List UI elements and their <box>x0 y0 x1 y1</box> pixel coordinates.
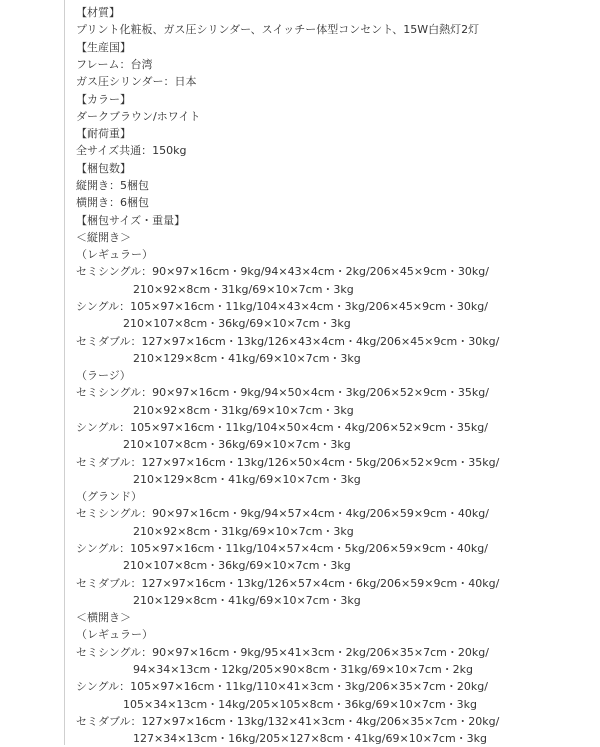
horizontal-regular-single: シングル：105×97×16cm・11kg/110×41×3cm・3kg/206×35×7cm・20kg/ <box>76 680 488 693</box>
vertical-grand-semi-double-cont: 210×129×8cm・41kg/69×10×7cm・3kg <box>133 594 361 607</box>
vertical-large-single: シングル：105×97×16cm・11kg/104×50×4cm・4kg/206×52×9cm・35kg/ <box>76 421 488 434</box>
packages-heading: 【梱包数】 <box>76 162 131 175</box>
vertical-large-semi-single-cont: 210×92×8cm・31kg/69×10×7cm・3kg <box>133 404 354 417</box>
vertical-grand-single-cont: 210×107×8cm・36kg/69×10×7cm・3kg <box>123 559 351 572</box>
horizontal-regular-single-cont: 105×34×13cm・14kg/205×105×8cm・36kg/69×10×7cm・3kg <box>123 698 478 711</box>
spec-sheet <box>64 0 600 745</box>
vertical-regular-single: シングル：105×97×16cm・11kg/104×43×4cm・3kg/206×45×9cm・30kg/ <box>76 300 488 313</box>
vertical-heading: ＜縦開き＞ <box>76 231 131 244</box>
pack-size-heading: 【梱包サイズ・重量】 <box>76 214 186 227</box>
vertical-grand-semi-double: セミダブル：127×97×16cm・13kg/126×57×4cm・6kg/206×59×9cm・40kg/ <box>76 577 500 590</box>
origin-frame: フレーム：台湾 <box>76 58 153 71</box>
vertical-grand-heading: （グランド） <box>76 490 142 503</box>
vertical-large-semi-double-cont: 210×129×8cm・41kg/69×10×7cm・3kg <box>133 473 361 486</box>
packages-vertical: 縦開き：5梱包 <box>76 179 149 192</box>
vertical-grand-semi-single-cont: 210×92×8cm・31kg/69×10×7cm・3kg <box>133 525 354 538</box>
origin-heading: 【生産国】 <box>76 41 131 54</box>
vertical-grand-single: シングル：105×97×16cm・11kg/104×57×4cm・5kg/206×59×9cm・40kg/ <box>76 542 488 555</box>
origin-cylinder: ガス圧シリンダー：日本 <box>76 75 197 88</box>
vertical-regular-semi-double-cont: 210×129×8cm・41kg/69×10×7cm・3kg <box>133 352 361 365</box>
vertical-grand-semi-single: セミシングル：90×97×16cm・9kg/94×57×4cm・4kg/206×59×9cm・40kg/ <box>76 507 489 520</box>
vertical-large-semi-single: セミシングル：90×97×16cm・9kg/94×50×4cm・3kg/206×52×9cm・35kg/ <box>76 386 489 399</box>
color-text: ダークブラウン/ホワイト <box>76 110 201 123</box>
vertical-regular-semi-single-cont: 210×92×8cm・31kg/69×10×7cm・3kg <box>133 283 354 296</box>
vertical-regular-single-cont: 210×107×8cm・36kg/69×10×7cm・3kg <box>123 317 351 330</box>
vertical-large-heading: （ラージ） <box>76 369 131 382</box>
vertical-regular-heading: （レギュラー） <box>76 248 153 261</box>
load-heading: 【耐荷重】 <box>76 127 131 140</box>
horizontal-heading: ＜横開き＞ <box>76 611 131 624</box>
packages-horizontal: 横開き：6梱包 <box>76 196 149 209</box>
vertical-large-single-cont: 210×107×8cm・36kg/69×10×7cm・3kg <box>123 438 351 451</box>
horizontal-regular-semi-double: セミダブル：127×97×16cm・13kg/132×41×3cm・4kg/206×35×7cm・20kg/ <box>76 715 500 728</box>
color-heading: 【カラー】 <box>76 93 131 106</box>
material-text: プリント化粧板、ガス圧シリンダー、スイッチー体型コンセント、15W白熱灯2灯 <box>76 23 480 36</box>
horizontal-regular-semi-double-cont: 127×34×13cm・16kg/205×127×8cm・41kg/69×10×7cm・3kg <box>133 732 488 745</box>
horizontal-regular-semi-single: セミシングル：90×97×16cm・9kg/95×41×3cm・2kg/206×35×7cm・20kg/ <box>76 646 489 659</box>
material-heading: 【材質】 <box>76 6 120 19</box>
vertical-large-semi-double: セミダブル：127×97×16cm・13kg/126×50×4cm・5kg/206×52×9cm・35kg/ <box>76 456 500 469</box>
vertical-regular-semi-single: セミシングル：90×97×16cm・9kg/94×43×4cm・2kg/206×45×9cm・30kg/ <box>76 265 489 278</box>
horizontal-regular-semi-single-cont: 94×34×13cm・12kg/205×90×8cm・31kg/69×10×7cm・2kg <box>133 663 474 676</box>
vertical-regular-semi-double: セミダブル：127×97×16cm・13kg/126×43×4cm・4kg/206×45×9cm・30kg/ <box>76 335 500 348</box>
load-text: 全サイズ共通：150kg <box>76 144 187 157</box>
horizontal-regular-heading: （レギュラー） <box>76 628 153 641</box>
